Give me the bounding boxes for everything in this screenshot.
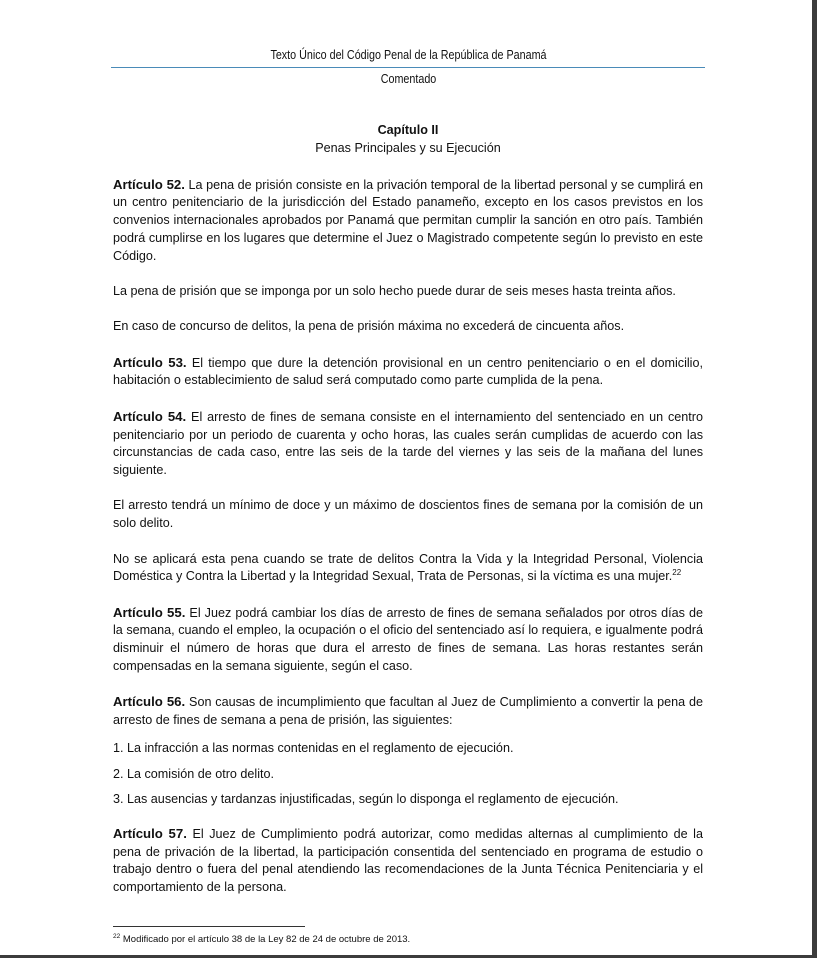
article-54-label: Artículo 54. [113, 408, 187, 424]
article-54-paragraph-3 [113, 551, 703, 587]
chapter-title: Capítulo II [377, 123, 439, 137]
list-item: 1. La infracción a las normas contenidas en el reglamento de ejecución. [113, 741, 514, 756]
article-56-paragraph [113, 693, 703, 730]
article-53-text: El tiempo que dure la detención provisional en un centro penitenciario o en el domicilio, habitación o establecimiento de salud será computado como parte cumplida de la pena. [113, 355, 703, 388]
article-54-text: El arresto de fines de semana consiste en el internamiento del sentenciado en un centro penitenciario por un periodo de cuarenta y ocho horas, las cuales serán cumplidas de acuerdo con las circunstancias de cada caso, entre las seis de la tarde del viernes y las seis de la mañana del lunes siguiente. [113, 409, 703, 478]
running-header-subtitle: Comentado [380, 72, 437, 86]
running-header-title: Texto Único del Código Penal de la República de Panamá [270, 48, 547, 62]
footnote-reference[interactable]: 22 [672, 568, 682, 578]
article-54-paragraph [113, 408, 703, 480]
footnote-divider [113, 926, 305, 927]
header-divider [111, 67, 705, 68]
article-56-list [113, 740, 703, 808]
document-body [113, 122, 703, 915]
article-55-text: El Juez podrá cambiar los días de arresto de fines de semana señalados por otros días de la semana, cuando el empleo, la ocupación o el oficio del sentenciado así lo requiera, e igualmente podrá disminuir el número de horas que dura el arresto de fines de semana. Las horas restantes serán compensadas en la semana siguiente, según el caso. [113, 605, 703, 674]
article-56-label: Artículo 56. [113, 694, 186, 710]
article-52-label: Artículo 52. [113, 176, 185, 192]
footnote-number: 22 [113, 932, 121, 940]
article-52-paragraph [113, 176, 703, 266]
footnote [113, 934, 703, 945]
article-52-text: La pena de prisión consiste en la privación temporal de la libertad personal y se cumplirá en un centro penitenciario de la jurisdicción del Estado panameño, excepto en los casos previstos en los convenios internacionales aprobados por Panamá que permitan cumplir la sanción en otro país. También podrá cumplirse en los lugares que determine el Juez o Magistrado competente según lo previsto en este Código. [113, 177, 703, 263]
article-52-paragraph-2: La pena de prisión que se imponga por un solo hecho puede durar de seis meses hasta treinta años. [113, 284, 676, 299]
article-56-text: Son causas de incumplimiento que facultan al Juez de Cumplimiento a convertir la pena de arresto de fines de semana a pena de prisión, las siguientes: [113, 695, 703, 728]
article-54-paragraph-3-text: No se aplicará esta pena cuando se trate de delitos Contra la Vida y la Integridad Personal, Violencia Doméstica y Contra la Libertad y la Integridad Sexual, Trata de Personas, si la víctima es una mujer. [113, 551, 703, 584]
article-57-paragraph [113, 825, 703, 897]
article-53-label: Artículo 53. [113, 354, 187, 370]
article-57-label: Artículo 57. [113, 825, 187, 841]
chapter-subtitle: Penas Principales y su Ejecución [315, 140, 501, 155]
list-item: 2. La comisión de otro delito. [113, 766, 275, 781]
article-55-label: Artículo 55. [113, 604, 186, 620]
footnote-text: Modificado por el artículo 38 de la Ley 82 de 24 de octubre de 2013. [120, 934, 411, 945]
article-55-paragraph [113, 604, 703, 676]
article-53-paragraph [113, 354, 703, 391]
article-57-text: El Juez de Cumplimiento podrá autorizar, como medidas alternas al cumplimiento de la pena de privación de la libertad, la participación consentida del sentenciado en programa de estudio o trabajo dentro o fuera del penal atendiendo las recomendaciones de la Junta Técnica Penitenciaria y el comportamiento de la persona. [113, 826, 703, 895]
page-edge-right [812, 0, 817, 958]
article-54-paragraph-2: El arresto tendrá un mínimo de doce y un máximo de doscientos fines de semana por la comisión de un solo delito. [113, 498, 703, 531]
article-52-paragraph-3: En caso de concurso de delitos, la pena de prisión máxima no excederá de cincuenta años. [113, 319, 625, 334]
list-item: 3. Las ausencias y tardanzas injustificadas, según lo disponga el reglamento de ejecución. [113, 792, 619, 807]
